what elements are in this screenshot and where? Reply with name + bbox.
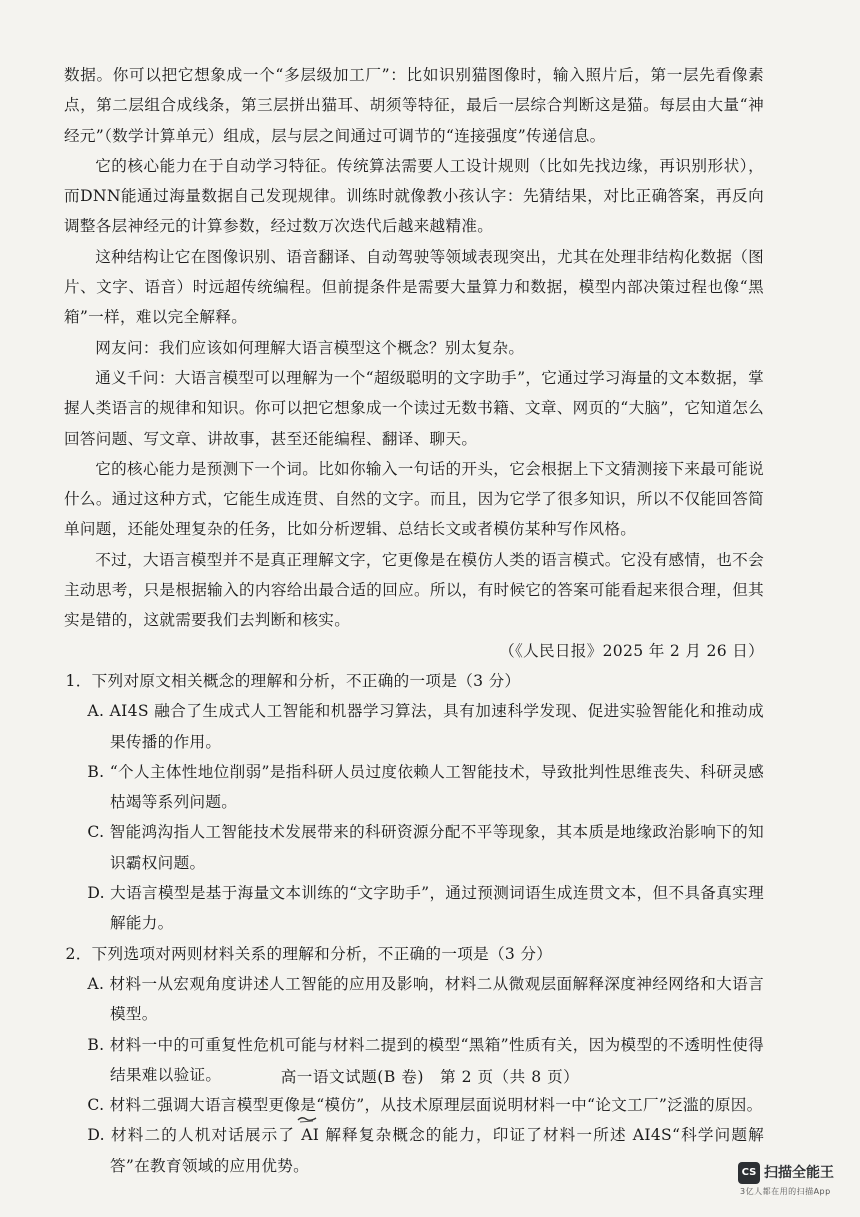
option-a: A. AI4S 融合了生成式人工智能和机器学习算法，具有加速科学发现、促进实验智能化和推动成果传播的作用。 xyxy=(87,702,764,751)
question-stem: 1．下列对原文相关概念的理解和分析，不正确的一项是（3 分） xyxy=(65,671,521,690)
watermark-tagline: 3亿人都在用的扫描App xyxy=(740,1187,831,1196)
option-b: B. “个人主体性地位削弱”是指科研人员过度依赖人工智能技术，导致批判性思维丧失、科研灵感枯竭等系列问题。 xyxy=(87,762,764,812)
option-c: C. 智能鸿沟指人工智能技术发展带来的科研资源分配不平等现象，其本质是地缘政治影响下的知识霸权问题。 xyxy=(87,823,764,872)
source-citation: （《人民日报》2025 年 2 月 26 日） xyxy=(499,641,764,660)
question-stem: 2．下列选项对两则材料关系的理解和分析，不正确的一项是（3 分） xyxy=(65,944,553,963)
paragraph: 不过，大语言模型并不是真正理解文字，它更像是在模仿人类的语言模式。它没有感情，也不会主动思考，只是根据输入的内容给出最合适的回应。所以，有时候它的答案可能看起来很合理，但其实是错的，这就需要我们去判断和核实。 xyxy=(64,550,764,630)
question-2 xyxy=(64,939,764,1181)
paragraph: 这种结构让它在图像识别、语音翻译、自动驾驶等领域表现突出，尤其在处理非结构化数据（图片、文字、语音）时远超传统编程。但前提条件是需要大量算力和数据，模型内部决策过程也像“黑箱”一样，难以完全解释。 xyxy=(64,247,764,327)
paragraph: 通义千问：大语言模型可以理解为一个“超级聪明的文字助手”，它通过学习海量的文本数据，掌握人类语言的规律和知识。你可以把它想象成一个读过无数书籍、文章、网页的“大脑”，它知道怎么回答问题、写文章、讲故事，甚至还能编程、翻译、聊天。 xyxy=(64,368,764,448)
paragraph: 网友问：我们应该如何理解大语言模型这个概念？别太复杂。 xyxy=(95,338,525,357)
option-d: D. 材料二的人机对话展示了 AI 解释复杂概念的能力，印证了材料一所述 AI4S“科学问题解答”在教育领域的应用优势。 xyxy=(87,1126,764,1175)
watermark-brand: 扫描全能王 xyxy=(764,1165,834,1181)
camscanner-logo-icon: CS xyxy=(738,1162,760,1184)
scanner-watermark xyxy=(738,1160,848,1200)
page-footer: 高一语文试题(B 卷) 第 2 页（共 8 页） xyxy=(280,1068,580,1086)
paragraph: 它的核心能力是预测下一个词。比如你输入一句话的开头，它会根据上下文猜测接下来最可能说什么。通过这种方式，它能生成连贯、自然的文字。而且，因为它学了很多知识，所以不仅能回答简单问题，还能处理复杂的任务，比如分析逻辑、总结长文或者模仿某种写作风格。 xyxy=(64,459,764,539)
paragraph: 它的核心能力在于自动学习特征。传统算法需要人工设计规则（比如先找边缘，再识别形状），而DNN能通过海量数据自己发现规律。训练时就像教小孩认字：先猜结果，对比正确答案，再反向调整各层神经元的计算参数，经过数万次迭代后越来越精准。 xyxy=(64,156,764,236)
page-content xyxy=(64,60,764,1181)
scan-smudge-mark xyxy=(297,1114,317,1124)
option-c: C. 材料二强调大语言模型更像是“模仿”，从技术原理层面说明材料一中“论文工厂”泛滥的原因。 xyxy=(87,1096,763,1115)
option-b: B. 材料一中的可重复性危机可能与材料二提到的模型“黑箱”性质有关，因为模型的不透明性使得结果难以验证。 xyxy=(87,1035,764,1084)
paragraph: 数据。你可以把它想象成一个“多层级加工厂”：比如识别猫图像时，输入照片后，第一层先看像素点，第二层组合成线条，第三层拼出猫耳、胡须等特征，最后一层综合判断这是猫。每层由大量“神经元”（数学计算单元）组成，层与层之间通过可调节的“连接强度”传递信息。 xyxy=(64,66,764,145)
question-1 xyxy=(64,666,764,939)
option-d: D. 大语言模型是基于海量文本训练的“文字助手”，通过预测词语生成连贯文本，但不具备真实理解能力。 xyxy=(87,884,764,933)
option-a: A. 材料一从宏观角度讲述人工智能的应用及影响，材料二从微观层面解释深度神经网络和大语言模型。 xyxy=(87,974,764,1024)
